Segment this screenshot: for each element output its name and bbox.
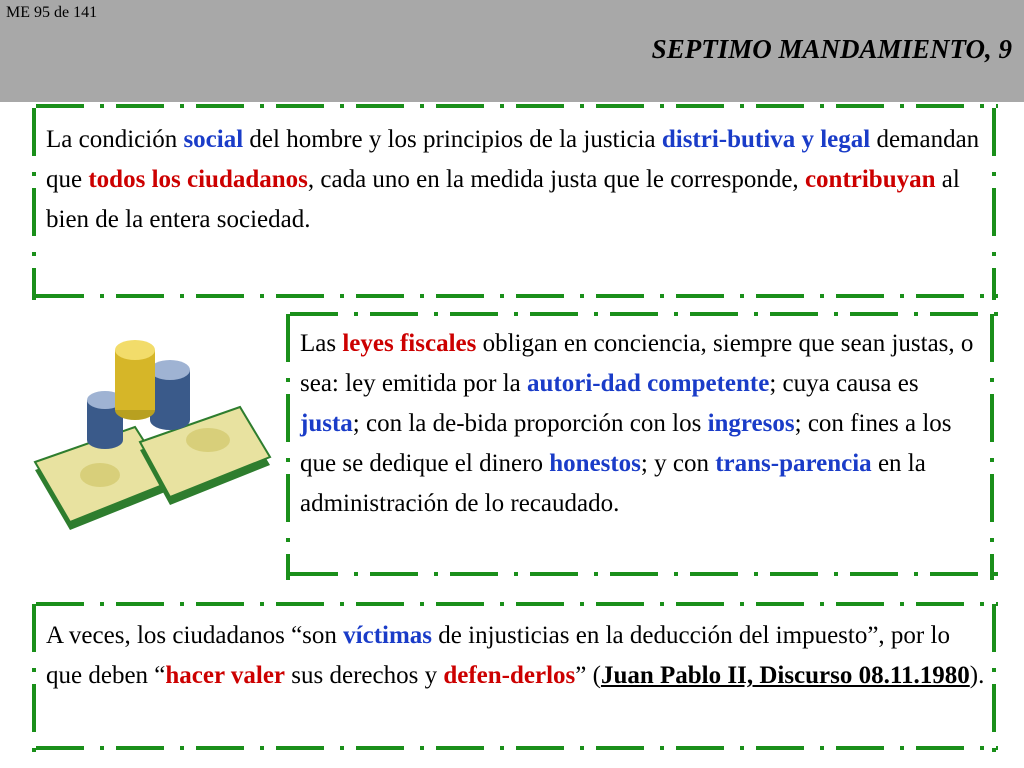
citation-reference: Juan Pablo II, Discurso 08.11.1980 (600, 662, 970, 689)
page-title: SEPTIMO MANDAMIENTO, 9 (651, 34, 1012, 64)
paragraph-fiscal-laws: Las leyes fiscales obligan en conciencia, siempre que sean justas, o sea: ley emitida por la autori-dad competente; cuya causa es justa; con la de-bida proporción con los ingresos; con fines a los que se dedique el dinero honestos; y con trans-parencia en la administración de lo recaudado. (300, 330, 974, 517)
paragraph-citizens-victims: A veces, los ciudadanos “son víctimas de injusticias en la deducción del impuesto”, por lo que deben “hacer valer sus derechos y defen-derlos” (Juan Pablo II, Discurso 08.11.1980). (46, 622, 985, 689)
header-bar (0, 0, 1024, 102)
money-stacks-icon (30, 340, 275, 550)
slide-number: ME 95 de 141 (6, 4, 98, 21)
paragraph-social-justice: La condición social del hombre y los principios de la justicia distri-butiva y legal demandan que todos los ciudadanos, cada uno en la medida justa que le corresponde, contribuyan al bien de la entera sociedad. (46, 126, 980, 233)
